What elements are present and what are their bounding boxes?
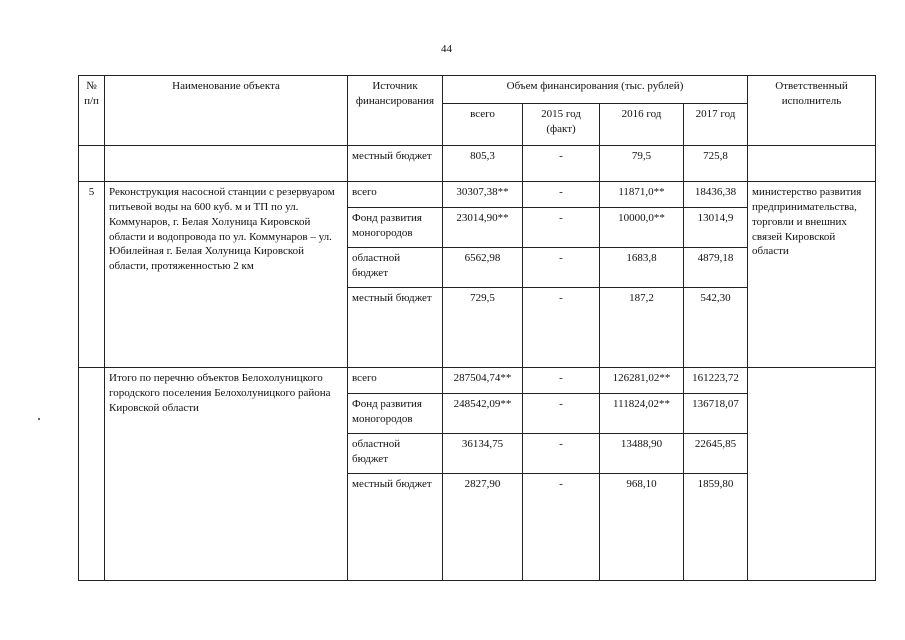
cell-2017: 13014,9 [684, 208, 748, 248]
cell-2015: - [523, 394, 600, 434]
cell-source: Фонд развития моногородов [348, 394, 443, 434]
cell-2016: 126281,02** [600, 368, 684, 394]
cell-source: всего [348, 368, 443, 394]
cell-total: 248542,09** [443, 394, 523, 434]
cell-2017: 136718,07 [684, 394, 748, 434]
header-name: Наименование объекта [105, 76, 348, 146]
header-volume: Объем финансирования (тыс. рублей) [443, 76, 748, 104]
cell-2017: 22645,85 [684, 434, 748, 474]
row5-executor: министерство развития предпринимательства, торговли и внешних связей Кировской области [748, 182, 876, 368]
summary-executor-empty [748, 368, 876, 581]
row5-object-name: Реконструкция насосной станции с резервуаром питьевой воды на 600 куб. м и ТП по ул. Коммунаров, г. Белая Холуница Кировской области и водопровода по ул. Коммунаров – ул. Юбилейная г. Белая Холуница Кировской области, протяженностью 2 км [105, 182, 348, 368]
cell-source: всего [348, 182, 443, 208]
cell-2016: 79,5 [600, 146, 684, 182]
cell-2015: - [523, 146, 600, 182]
cell-2016: 111824,02** [600, 394, 684, 434]
cell-source: местный бюджет [348, 288, 443, 368]
cell-total: 30307,38** [443, 182, 523, 208]
cell-total: 805,3 [443, 146, 523, 182]
cell-executor-empty [748, 146, 876, 182]
scan-speck [38, 418, 40, 420]
cell-2015: - [523, 248, 600, 288]
cell-name-empty [105, 146, 348, 182]
cell-2015: - [523, 434, 600, 474]
header-2017: 2017 год [684, 104, 748, 146]
cell-2015: - [523, 182, 600, 208]
cell-2015: - [523, 368, 600, 394]
cell-total: 23014,90** [443, 208, 523, 248]
table-row-5-total [79, 182, 876, 208]
cell-2016: 13488,90 [600, 434, 684, 474]
summary-name: Итого по перечню объектов Белохолуницкого городского поселения Белохолуницкого района Кировской области [105, 368, 348, 581]
cell-source: областной бюджет [348, 248, 443, 288]
cell-source: местный бюджет [348, 146, 443, 182]
cell-total: 36134,75 [443, 434, 523, 474]
cell-2017: 1859,80 [684, 474, 748, 581]
cell-2016: 187,2 [600, 288, 684, 368]
cell-2017: 161223,72 [684, 368, 748, 394]
cell-source: местный бюджет [348, 474, 443, 581]
cell-source: Фонд развития моногородов [348, 208, 443, 248]
header-total: всего [443, 104, 523, 146]
cell-total: 287504,74** [443, 368, 523, 394]
cell-2016: 968,10 [600, 474, 684, 581]
header-2016: 2016 год [600, 104, 684, 146]
cell-2017: 18436,38 [684, 182, 748, 208]
cell-no-empty [79, 146, 105, 182]
header-executor: Ответственный исполнитель [748, 76, 876, 146]
cell-2015: - [523, 208, 600, 248]
cell-2017: 4879,18 [684, 248, 748, 288]
table-row-prev [79, 146, 876, 182]
header-2015: 2015 год (факт) [523, 104, 600, 146]
cell-2015: - [523, 474, 600, 581]
cell-2017: 725,8 [684, 146, 748, 182]
cell-2016: 11871,0** [600, 182, 684, 208]
cell-total: 6562,98 [443, 248, 523, 288]
cell-2016: 1683,8 [600, 248, 684, 288]
header-source: Источник финансирования [348, 76, 443, 146]
row5-number: 5 [79, 182, 105, 368]
summary-number-empty [79, 368, 105, 581]
header-no: № п/п [79, 76, 105, 146]
page-number: 44 [441, 43, 452, 55]
cell-source: областной бюджет [348, 434, 443, 474]
cell-2015: - [523, 288, 600, 368]
cell-total: 2827,90 [443, 474, 523, 581]
cell-2016: 10000,0** [600, 208, 684, 248]
financing-table [78, 75, 876, 581]
cell-2017: 542,30 [684, 288, 748, 368]
table-row-summary-total [79, 368, 876, 394]
header-row-1 [79, 76, 876, 104]
cell-total: 729,5 [443, 288, 523, 368]
